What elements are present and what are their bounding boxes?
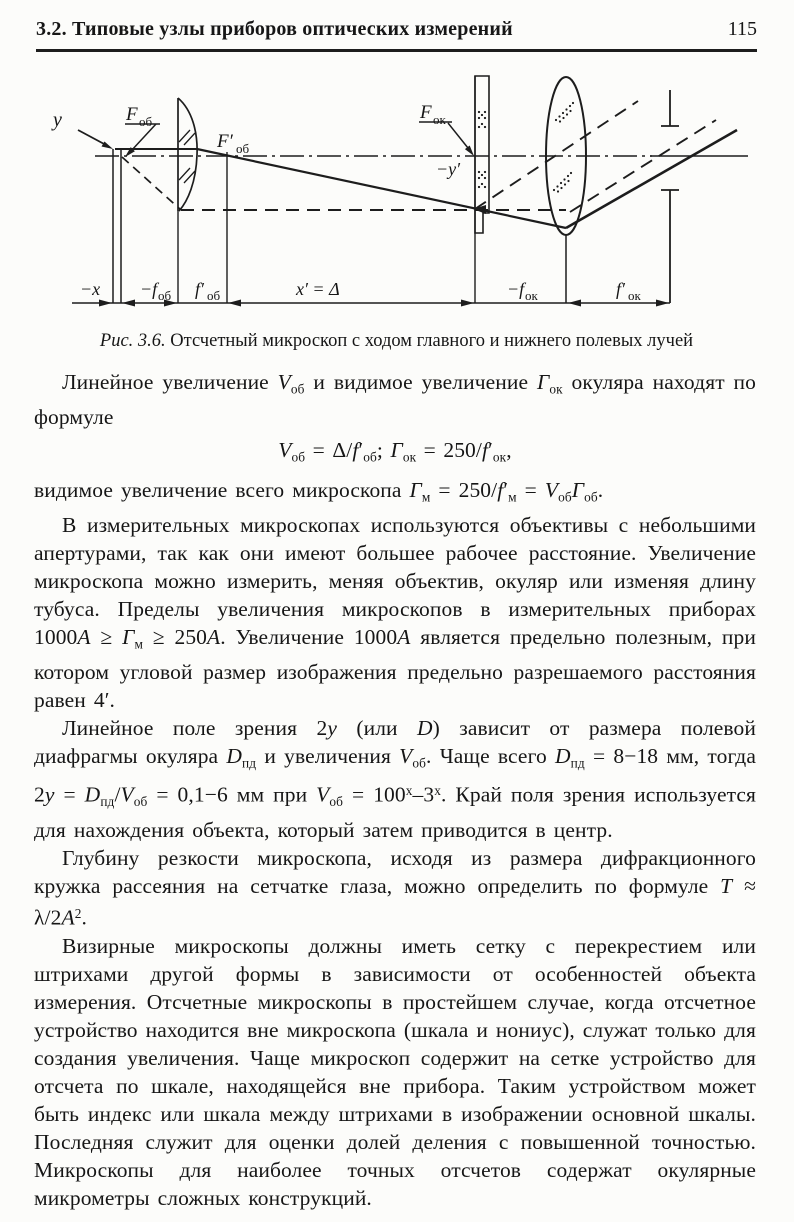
- label-F-ob: F: [126, 104, 138, 125]
- body-text: [34, 368, 756, 1212]
- page-number: 115: [727, 18, 757, 40]
- dim-label-minus-f-ob: −f: [140, 279, 158, 299]
- dim-label-f-ob-prime-sub: об: [207, 288, 221, 303]
- principal-ray: [115, 130, 737, 228]
- paragraph: Глубину резкости микроскопа, исходя из размера дифракционного кружка рассеяния на сетчатке глаза, можно определить по формуле $T \approx \lambda/2A^2$.: [34, 846, 756, 930]
- glass-hatch-icon: [179, 130, 195, 145]
- objective-lens: [178, 98, 197, 211]
- reticle-hatch-icon: [478, 111, 486, 188]
- paragraph: В измерительных микроскопах используются объективы с небольшими апертурами, так как они имеют большее рабочее расстояние. Увеличение микроскопа можно измерить, меняя объектив, окуляр или изменяя длину тубуса. Пределы увеличения микроскопов в измерительных приборах 1000A ≥ Гм ≥ 250A. Увеличение 1000A является предельно полезным, при котором угловой размер изображения предельно разрешаемого расстояния равен 4′.: [34, 512, 756, 712]
- dim-label-minus-f-ok-sub: ок: [525, 288, 538, 303]
- label-F-ob-prime: F′: [217, 131, 233, 152]
- eyepiece-reticle: [475, 76, 489, 303]
- paragraph: Визирные микроскопы должны иметь сетку с перекрестием или штрихами другой формы в зависимости от особенностей объекта измерения. Отсчетные микроскопы в простейшем случае, когда отсчетное устройство находится вне микроскопа (шкала и нониус), служат только для создания увеличения. Чаще микроскоп содержит на сетке устройство для отсчета по шкале, находящейся вне прибора. Таким устройством может быть индекс или шкала между штрихами в изображении основной шкалы. Последняя служит для оценки долей деления с повышенной точностью. Микроскопы для наиболее точных отсчетов содержат окулярные микрометры сложных конструкций.: [34, 933, 756, 1210]
- dim-label-minus-f-ok: −f: [507, 279, 525, 299]
- infinity-image-marks: [661, 90, 679, 303]
- figure-caption: [36, 331, 757, 352]
- figure-caption-text: Отсчетный микроскоп с ходом главного и нижнего полевых лучей: [165, 331, 694, 351]
- object-plane: [113, 149, 121, 303]
- label-F-ob-sub: об: [139, 114, 153, 129]
- label-y: y: [53, 109, 62, 131]
- paragraph: Линейное увеличение Vоб и видимое увеличение Гок окуляра находят по формуле: [34, 370, 756, 430]
- paragraph: видимое увеличение всего микроскопа Гм = 250/f′м = VобГоб.: [34, 477, 604, 504]
- label-F-ok-sub: ок: [433, 112, 446, 127]
- label-minus-y-prime: −y′: [436, 159, 461, 179]
- eyepiece-focus-leader: [419, 122, 474, 156]
- header-rule: [36, 49, 757, 52]
- object-height-leader: [78, 130, 113, 149]
- dim-label-f-ok-prime: f′: [616, 279, 625, 299]
- page-header: [36, 18, 757, 41]
- glass-hatch-icon: [179, 168, 195, 183]
- paragraph: Линейное поле зрения 2y (или D) зависит от размера полевой диафрагмы окуляра Dпд и увеличения Vоб. Чаще всего Dпд = 8−18 мм, тогда 2y = Dпд/Vоб = 0,1−6 мм при Vоб = $100^х-3^х$. Край поля зрения используется для нахождения объекта, который затем приводится в центр.: [34, 716, 757, 843]
- paragraph: Vоб = Δ/f′об; Гок = 250/f′ок,: [278, 438, 512, 465]
- figure-caption-label: Рис. 3.6.: [99, 331, 166, 351]
- dim-label-f-ok-prime-sub: ок: [628, 288, 641, 303]
- label-F-ob-prime-sub: об: [236, 141, 250, 156]
- glass-dots-icon: [553, 102, 574, 193]
- dim-label-minus-f-ob-sub: об: [158, 288, 172, 303]
- dim-label-x-delta: x′ = Δ: [296, 279, 340, 299]
- eyepiece-lens: [546, 77, 586, 303]
- label-F-ok: F: [420, 102, 432, 123]
- section-title: 3.2. Типовые узлы приборов оптических измерений: [36, 18, 513, 40]
- figure-3-6-diagram: [0, 68, 794, 322]
- dim-label-minus-x: −x: [80, 279, 101, 299]
- dim-label-f-ob-prime: f′: [195, 279, 204, 299]
